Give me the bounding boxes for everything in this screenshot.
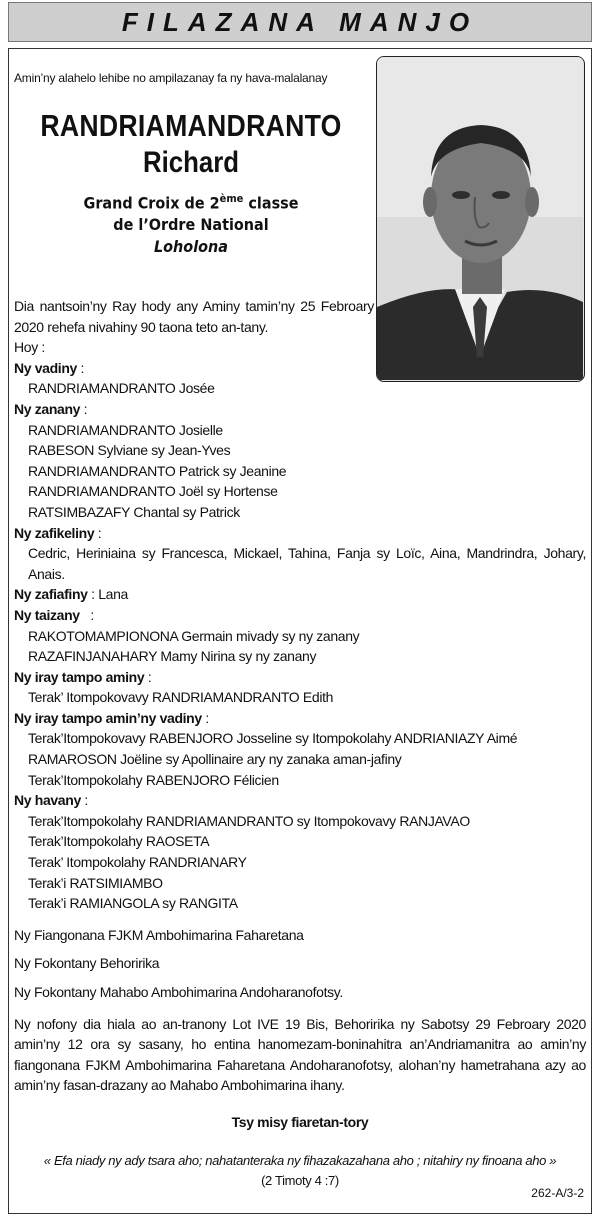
honor-line-3: Loholona bbox=[153, 237, 228, 257]
family-member: RATSIMBAZAFY Chantal sy Patrick bbox=[28, 503, 240, 520]
family-group-separator: : bbox=[94, 524, 102, 541]
intro-line: Amin’ny alahelo lehibe no ampilazanay fa ny hava-malalanay bbox=[14, 71, 328, 85]
family-group-label: Ny zafiafiny bbox=[14, 586, 88, 603]
spacer bbox=[14, 974, 586, 982]
family-group-heading bbox=[14, 667, 586, 688]
family-member: Terak’Itompokolahy RANDRIAMANDRANTO sy Itompokovavy RANJAVAO bbox=[28, 812, 470, 829]
spacer bbox=[14, 1133, 586, 1151]
no-vigil-note: Tsy misy fiaretan-tory bbox=[231, 1113, 369, 1130]
family-member: RANDRIAMANDRANTO Joël sy Hortense bbox=[28, 483, 278, 500]
family-group-separator: : bbox=[201, 709, 209, 726]
hoy-label: Hoy : bbox=[14, 339, 45, 356]
family-group-label: Ny zanany bbox=[14, 400, 81, 417]
family-group-label: Ny taizany bbox=[14, 606, 80, 623]
header-banner bbox=[8, 2, 592, 42]
honor-line-1-end: classe bbox=[243, 193, 299, 213]
family-group-heading bbox=[14, 358, 586, 379]
honor-line-2: de l’Ordre National bbox=[113, 215, 269, 235]
family-group-separator: : bbox=[144, 668, 152, 685]
family-group-label: Ny havany bbox=[14, 792, 81, 809]
family-group-heading bbox=[14, 523, 586, 544]
family-group-heading bbox=[14, 584, 586, 605]
family-group-label: Ny zafikeliny bbox=[14, 524, 95, 541]
family-member: Terak’ Itompokolahy RANDRIANARY bbox=[28, 854, 247, 871]
institution-3: Ny Fokontany Mahabo Ambohimarina Andoharanofotsy. bbox=[14, 984, 343, 1000]
spacer bbox=[14, 1003, 586, 1014]
family-member: RAKOTOMAMPIONONA Germain mivady sy ny zanany bbox=[28, 627, 360, 644]
honor-line-1: Grand Croix de 2 bbox=[83, 193, 220, 213]
reference-code: 262-A/3-2 bbox=[531, 1186, 584, 1200]
institution-2: Ny Fokontany Behoririka bbox=[14, 955, 160, 972]
family-group-heading bbox=[14, 708, 586, 729]
deceased-surname: RANDRIAMANDRANTO bbox=[40, 108, 342, 143]
deceased-name-block bbox=[14, 108, 368, 258]
family-group-heading bbox=[14, 399, 586, 420]
bible-verse: (2 Timoty 4 :7) bbox=[261, 1173, 339, 1189]
family-member: RANDRIAMANDRANTO Patrick sy Jeanine bbox=[28, 462, 287, 479]
institution-1: Ny Fiangonana FJKM Ambohimarina Faharetana bbox=[14, 926, 304, 943]
bible-quote: « Efa niady ny ady tsara aho; nahatanteraka ny fihazakazahana aho ; nitahiry ny finoana aho » bbox=[43, 1152, 557, 1168]
family-group-heading bbox=[14, 605, 586, 626]
family-member: Terak’i RATSIMIAMBO bbox=[28, 874, 163, 891]
family-member: RANDRIAMANDRANTO Josée bbox=[28, 380, 215, 397]
announcement-text: Dia nantsoin’ny Ray hody any Aminy tamin’ny 25 Febroary 2020 rehefa nivahiny 90 taona teto an-tany. bbox=[14, 298, 374, 335]
family-member: RABESON Sylviane sy Jean-Yves bbox=[28, 442, 231, 459]
family-member: Terak’Itompokolahy RABENJORO Félicien bbox=[28, 771, 279, 788]
family-member: Cedric, Heriniaina sy Francesca, Mickael, Tahina, Fanja sy Loïc, Aina, Mandrindra, Johary, Anais. bbox=[28, 545, 586, 582]
funeral-details: Ny nofony dia hiala ao an-tranony Lot IVE 19 Bis, Behoririka ny Sabotsy 29 Febroary 2020 amin’ny 12 ora sy sasany, ho entina hanomezam-boninahitra an’Andriamanitra ao amin’ny fiangonana FJKM Ambohimarina Faharetana Andoharanofotsy, alohan’ny hametrahana azy ao amin’ny fasan-drazany ao Mahabo Ambohimarina ihany. bbox=[14, 1015, 586, 1094]
family-group-label: Ny vadiny bbox=[14, 359, 77, 376]
deceased-firstname: Richard bbox=[142, 146, 240, 179]
family-member: RAZAFINJANAHARY Mamy Nirina sy ny zanany bbox=[28, 648, 317, 665]
notice-body bbox=[14, 296, 586, 1192]
honor-title bbox=[32, 188, 351, 258]
family-list bbox=[14, 358, 586, 914]
spacer bbox=[14, 1096, 586, 1112]
family-member: Terak’i RAMIANGOLA sy RANGITA bbox=[28, 895, 238, 912]
family-member: Terak’Itompokovavy RABENJORO Josseline sy Itompokolahy ANDRIANIAZY Aimé bbox=[28, 730, 518, 747]
honor-superscript: ème bbox=[219, 192, 244, 205]
family-member: RAMAROSON Joëline sy Apollinaire ary ny zanaka aman-jafiny bbox=[28, 751, 402, 768]
family-group-label: Ny iray tampo aminy bbox=[14, 668, 145, 685]
family-group-separator: : bbox=[80, 400, 88, 417]
family-group-inline-value: : Lana bbox=[87, 586, 128, 603]
family-group-separator: : bbox=[77, 359, 85, 376]
family-member: RANDRIAMANDRANTO Josielle bbox=[28, 421, 223, 438]
family-group-separator: : bbox=[80, 792, 88, 809]
spacer bbox=[14, 945, 586, 953]
family-member: Terak’Itompokolahy RAOSETA bbox=[28, 833, 210, 850]
family-group-separator: : bbox=[79, 606, 94, 623]
header-title: FILAZANA MANJO bbox=[121, 6, 479, 37]
family-member: Terak’ Itompokovavy RANDRIAMANDRANTO Edith bbox=[28, 689, 334, 706]
family-group-heading bbox=[14, 790, 586, 811]
spacer bbox=[14, 914, 586, 925]
family-group-label: Ny iray tampo amin’ny vadiny bbox=[14, 709, 202, 726]
